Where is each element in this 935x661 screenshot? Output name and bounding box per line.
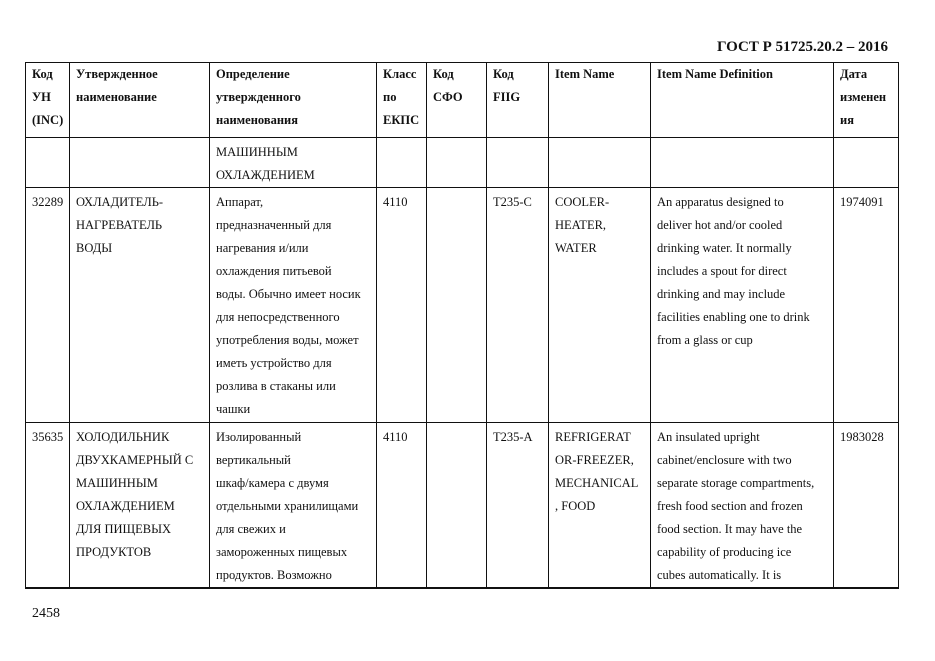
table-header-row <box>26 63 899 138</box>
cell-text-line: T235-A <box>493 430 533 444</box>
cell-text-line: МАШИННЫМ <box>76 476 158 490</box>
cell-text-line: нагревания и/или <box>216 241 309 255</box>
cell-text-line: (INC) <box>32 113 64 127</box>
cell-text-line: cubes automatically. It is <box>657 568 782 582</box>
cell-text-line: для непосредственного <box>216 310 340 324</box>
header-cell-class <box>377 63 427 138</box>
cell-text-line: СФО <box>433 90 463 104</box>
table-cell <box>427 138 487 188</box>
cell-text-line: Дата <box>840 67 868 81</box>
cell-text-line: 4110 <box>383 430 408 444</box>
cell-text-line: Определение <box>216 67 290 81</box>
table-cell <box>834 423 899 589</box>
table-cell <box>834 138 899 188</box>
cell-text-line: НАГРЕВАТЕЛЬ <box>76 218 163 232</box>
table-cell <box>70 188 210 423</box>
table-cell <box>549 188 651 423</box>
cell-text-line: наименование <box>76 90 157 104</box>
table-cell <box>427 188 487 423</box>
cell-text-line: food section. It may have the <box>657 522 803 536</box>
cell-text-line: 4110 <box>383 195 408 209</box>
cell-text-line: ОХЛАЖДЕНИЕМ <box>76 499 175 513</box>
table-cell <box>487 423 549 589</box>
cell-text-line: замороженных пищевых <box>216 545 348 559</box>
standard-header: ГОСТ Р 51725.20.2 – 2016 <box>716 39 888 55</box>
table-cell <box>487 138 549 188</box>
cell-text-line: OR-FREEZER, <box>555 453 634 467</box>
cell-text-line: COOLER- <box>555 195 610 209</box>
cell-text-line: изменен <box>840 90 887 104</box>
cell-text-line: 1983028 <box>840 430 884 444</box>
cell-text-line: ЕКПС <box>383 113 420 127</box>
cell-text-line: fresh food section and frozen <box>657 499 803 513</box>
cell-text-line: Item Name Definition <box>657 67 773 81</box>
cell-text-line: МАШИННЫМ <box>216 145 298 159</box>
table-cell <box>377 423 427 589</box>
cell-text-line: 1974091 <box>840 195 884 209</box>
table-cell <box>651 138 834 188</box>
cell-text-line: наименования <box>216 113 299 127</box>
table-cell <box>70 423 210 589</box>
header-cell-inc-code <box>26 63 70 138</box>
cell-text-line: ПРОДУКТОВ <box>76 545 152 559</box>
cell-text-line: иметь устройство для <box>216 356 332 370</box>
table-row <box>26 138 899 188</box>
cell-text-line: для свежих и <box>216 522 286 536</box>
table-cell <box>427 423 487 589</box>
cell-text-line: вертикальный <box>216 453 291 467</box>
cell-text-line: facilities enabling one to drink <box>657 310 810 324</box>
table-row <box>26 423 899 589</box>
header-cell-definition <box>210 63 377 138</box>
classification-table <box>25 62 899 589</box>
cell-text-line: 32289 <box>32 195 64 209</box>
cell-text-line: отдельными хранилищами <box>216 499 359 513</box>
cell-text-line: употребления воды, может <box>216 333 359 347</box>
cell-text-line: воды. Обычно имеет носик <box>216 287 361 301</box>
cell-text-line: includes a spout for direct <box>657 264 787 278</box>
cell-text-line: T235-C <box>493 195 532 209</box>
cell-text-line: ия <box>840 113 854 127</box>
cell-text-line: WATER <box>555 241 597 255</box>
table-cell <box>377 188 427 423</box>
cell-text-line: ОХЛАЖДЕНИЕМ <box>216 168 315 182</box>
table-cell <box>549 138 651 188</box>
header-cell-fiig-code <box>487 63 549 138</box>
cell-text-line: предназначенный для <box>216 218 332 232</box>
cell-text-line: ХОЛОДИЛЬНИК <box>76 430 170 444</box>
cell-text-line: HEATER, <box>555 218 607 232</box>
cell-text-line: УН <box>32 90 51 104</box>
cell-text-line: продуктов. Возможно <box>216 568 332 582</box>
cell-text-line: утвержденного <box>216 90 301 104</box>
cell-text-line: ОХЛАДИТЕЛЬ- <box>76 195 164 209</box>
cell-text-line: чашки <box>216 402 251 416</box>
cell-text-line: охлаждения питьевой <box>216 264 332 278</box>
table-cell <box>26 138 70 188</box>
cell-text-line: Код <box>493 67 514 81</box>
cell-text-line: drinking and may include <box>657 287 786 301</box>
table-cell <box>210 423 377 589</box>
cell-text-line: Утвержденное <box>76 67 158 81</box>
table-cell <box>70 138 210 188</box>
cell-text-line: ВОДЫ <box>76 241 113 255</box>
cell-text-line: deliver hot and/or cooled <box>657 218 783 232</box>
table-cell <box>210 138 377 188</box>
cell-text-line: Код <box>433 67 454 81</box>
header-cell-item-name <box>549 63 651 138</box>
table-cell <box>377 138 427 188</box>
cell-text-line: cabinet/enclosure with two <box>657 453 792 467</box>
table-cell <box>549 423 651 589</box>
cell-text-line: розлива в стаканы или <box>216 379 336 393</box>
page-number: 2458 <box>32 606 60 621</box>
table-row <box>26 188 899 423</box>
cell-text-line: drinking water. It normally <box>657 241 792 255</box>
cell-text-line: ДВУХКАМЕРНЫЙ С <box>76 453 194 467</box>
cell-text-line: separate storage compartments, <box>657 476 815 490</box>
cell-text-line: ДЛЯ ПИЩЕВЫХ <box>76 522 172 536</box>
cell-text-line: from a glass or cup <box>657 333 753 347</box>
table-cell <box>26 188 70 423</box>
cell-text-line: capability of producing ice <box>657 545 792 559</box>
cell-text-line: , FOOD <box>555 499 596 513</box>
cell-text-line: Класс <box>383 67 417 81</box>
table-cell <box>651 188 834 423</box>
header-cell-item-name-definition <box>651 63 834 138</box>
cell-text-line: шкаф/камера с двумя <box>216 476 329 490</box>
cell-text-line: 35635 <box>32 430 64 444</box>
table-cell <box>487 188 549 423</box>
table-cell <box>210 188 377 423</box>
cell-text-line: Код <box>32 67 53 81</box>
cell-text-line: FIIG <box>493 90 521 104</box>
cell-text-line: REFRIGERAT <box>555 430 631 444</box>
table-cell <box>834 188 899 423</box>
cell-text-line: An insulated upright <box>657 430 760 444</box>
header-cell-change-date <box>834 63 899 138</box>
header-cell-approved-name <box>70 63 210 138</box>
cell-text-line: MECHANICAL <box>555 476 639 490</box>
header-cell-sfo-code <box>427 63 487 138</box>
cell-text-line: An apparatus designed to <box>657 195 784 209</box>
table-cell <box>26 423 70 589</box>
table-cell <box>651 423 834 589</box>
cell-text-line: Изолированный <box>216 430 302 444</box>
cell-text-line: Аппарат, <box>216 195 264 209</box>
cell-text-line: Item Name <box>555 67 615 81</box>
cell-text-line: по <box>383 90 397 104</box>
